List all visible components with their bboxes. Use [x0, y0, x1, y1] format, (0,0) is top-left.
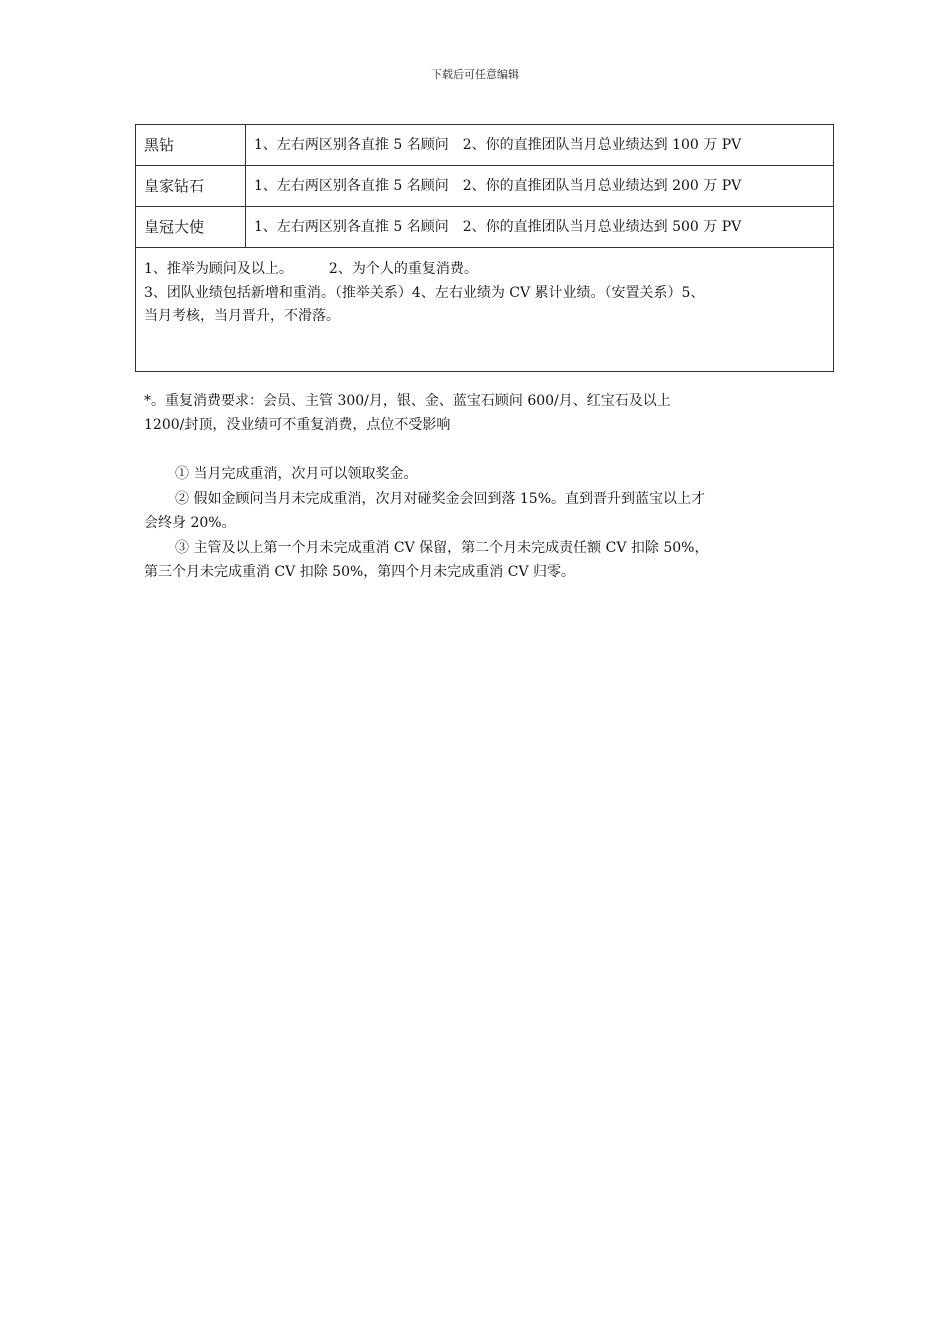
notes-line: 当月考核，当月晋升，不滑落。	[144, 308, 340, 324]
table-row	[136, 166, 834, 207]
notes-line	[144, 258, 825, 282]
rank-requirements-table	[135, 124, 834, 372]
item-line: 第三个月未完成重消 CV 扣除 50%，第四个月未完成重消 CV 归零。	[144, 564, 576, 580]
list-item	[144, 487, 814, 536]
footnote-line: *。重复消费要求：会员、主管 300/月，银、金、蓝宝石顾问 600/月、红宝石及以上	[144, 393, 671, 409]
notes-line: 3、团队业绩包括新增和重消。（推举关系）4、左右业绩为 CV 累计业绩。（安置关系）5、	[144, 284, 705, 301]
list-item	[144, 462, 814, 487]
footnote-line: 1200/封顶，没业绩可不重复消费，点位不受影响	[144, 417, 451, 433]
table-row	[136, 207, 834, 248]
rules-list	[144, 462, 814, 585]
requirement-cell: 1、左右两区别各直推 5 名顾问 2、你的直推团队当月总业绩达到 100 万 PV	[246, 125, 834, 166]
requirement-cell: 1、左右两区别各直推 5 名顾问 2、你的直推团队当月总业绩达到 200 万 PV	[246, 166, 834, 207]
rank-cell: 皇冠大使	[136, 207, 246, 248]
page-header: 下载后可任意编辑	[431, 68, 519, 81]
table-row	[136, 125, 834, 166]
item-line: ③ 主管及以上第一个月未完成重消 CV 保留，第二个月未完成责任额 CV 扣除 50%，	[175, 539, 709, 556]
table-notes-row	[136, 248, 834, 372]
note-text: 1、推举为顾问及以上。	[144, 261, 293, 277]
notes-cell	[136, 248, 834, 372]
item-line: ① 当月完成重消，次月可以领取奖金。	[175, 466, 418, 482]
rank-cell: 皇家钻石	[136, 166, 246, 207]
note-text: 2、为个人的重复消费。	[328, 261, 478, 277]
repeat-consumption-footnote	[144, 389, 814, 437]
item-line: 会终身 20%。	[144, 515, 236, 531]
item-line: ② 假如金顾问当月未完成重消，次月对碰奖金会回到落 15%。直到晋升到蓝宝以上才	[175, 490, 706, 507]
list-item	[144, 536, 814, 585]
rank-cell: 黑钻	[136, 125, 246, 166]
requirement-cell: 1、左右两区别各直推 5 名顾问 2、你的直推团队当月总业绩达到 500 万 PV	[246, 207, 834, 248]
